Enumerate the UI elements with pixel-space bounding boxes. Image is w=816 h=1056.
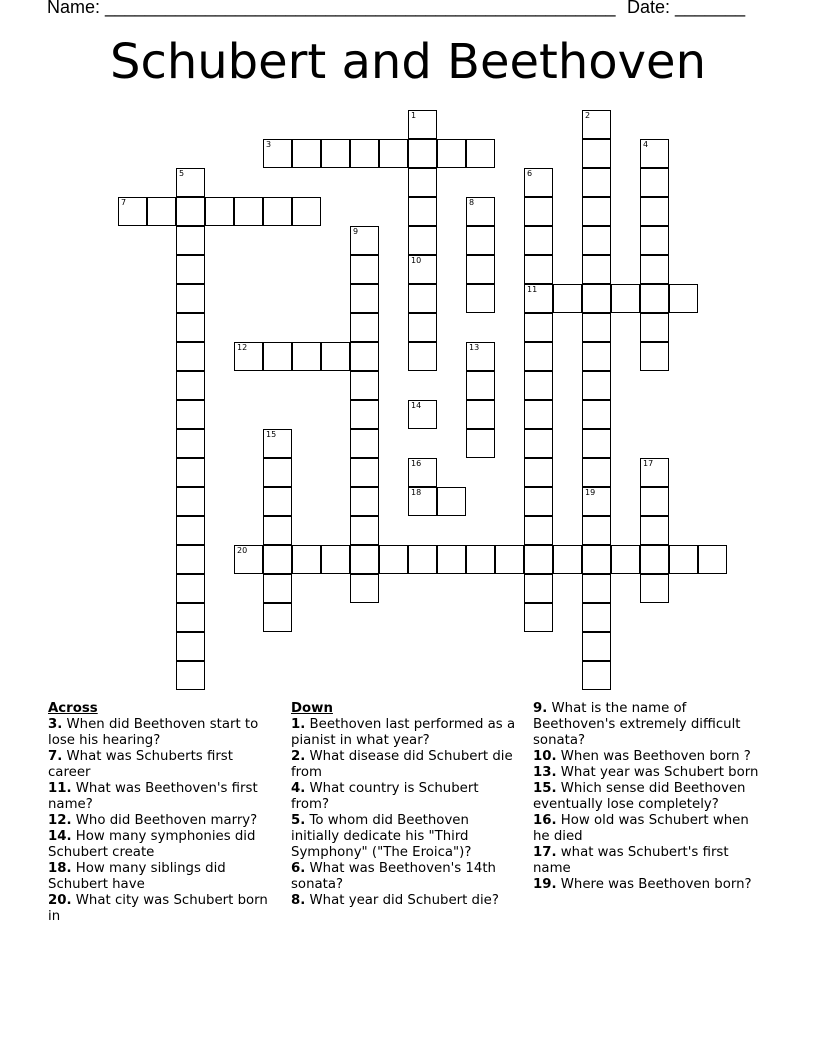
clue-number: 5 — [179, 169, 185, 178]
grid-cell[interactable] — [640, 255, 669, 284]
clue-item-number: 1. — [291, 717, 306, 732]
grid-cell[interactable] — [437, 545, 466, 574]
grid-cell[interactable] — [495, 545, 524, 574]
clue-item-text: What is the name of Beethoven's extremely difficult sonata? — [533, 701, 741, 748]
grid-cell[interactable] — [408, 458, 437, 487]
grid-cell[interactable] — [466, 197, 495, 226]
grid-cell[interactable] — [350, 284, 379, 313]
clue-item — [48, 813, 278, 829]
clue-item-text: Who did Beethoven marry? — [71, 813, 258, 828]
grid-cell[interactable] — [582, 168, 611, 197]
grid-cell[interactable] — [176, 603, 205, 632]
grid-cell[interactable] — [524, 487, 553, 516]
grid-cell[interactable] — [176, 197, 205, 226]
grid-cell[interactable] — [582, 110, 611, 139]
grid-cell[interactable] — [263, 342, 292, 371]
clue-item — [291, 749, 516, 781]
grid-cell[interactable] — [582, 313, 611, 342]
clue-item — [291, 813, 516, 861]
clue-item-text: What was Beethoven's first name? — [48, 781, 258, 812]
grid-cell[interactable] — [292, 139, 321, 168]
grid-cell[interactable] — [582, 139, 611, 168]
grid-cell[interactable] — [582, 603, 611, 632]
clue-item-number: 12. — [48, 813, 72, 828]
clue-item-text: Beethoven last performed as a pianist in what year? — [291, 717, 516, 748]
grid-cell[interactable] — [582, 661, 611, 690]
clue-item-number: 13. — [533, 765, 557, 780]
clue-item-number: 10. — [533, 749, 557, 764]
grid-cell[interactable] — [611, 284, 640, 313]
grid-cell[interactable] — [292, 545, 321, 574]
grid-cell[interactable] — [350, 458, 379, 487]
grid-cell[interactable] — [321, 139, 350, 168]
clue-item — [48, 861, 278, 893]
grid-cell[interactable] — [408, 400, 437, 429]
grid-cell[interactable] — [524, 371, 553, 400]
grid-cell[interactable] — [466, 371, 495, 400]
grid-cell[interactable] — [321, 342, 350, 371]
across-clues — [48, 701, 278, 925]
grid-cell[interactable] — [582, 516, 611, 545]
clue-number: 4 — [643, 140, 649, 149]
grid-cell[interactable] — [176, 226, 205, 255]
clue-item — [291, 717, 516, 749]
clue-number: 8 — [469, 198, 475, 207]
clue-item — [533, 877, 769, 893]
grid-cell[interactable] — [408, 342, 437, 371]
grid-cell[interactable] — [524, 168, 553, 197]
grid-cell[interactable] — [176, 342, 205, 371]
grid-cell[interactable] — [640, 284, 669, 313]
grid-cell[interactable] — [263, 429, 292, 458]
grid-cell[interactable] — [350, 342, 379, 371]
clue-item — [291, 861, 516, 893]
grid-cell[interactable] — [263, 197, 292, 226]
grid-cell[interactable] — [524, 342, 553, 371]
clue-item — [533, 813, 769, 845]
clue-item — [48, 829, 278, 861]
grid-cell[interactable] — [640, 168, 669, 197]
clue-item — [533, 765, 769, 781]
grid-cell[interactable] — [640, 139, 669, 168]
grid-cell[interactable] — [640, 313, 669, 342]
clue-number: 17 — [643, 459, 654, 468]
grid-cell[interactable] — [350, 400, 379, 429]
clue-number: 13 — [469, 343, 480, 352]
clue-item-number: 20. — [48, 893, 72, 908]
grid-cell[interactable] — [582, 574, 611, 603]
grid-cell[interactable] — [350, 516, 379, 545]
grid-cell[interactable] — [408, 197, 437, 226]
clue-item-number: 15. — [533, 781, 557, 796]
clue-item-text: What was Beethoven's 14th sonata? — [291, 861, 496, 892]
grid-cell[interactable] — [524, 255, 553, 284]
grid-cell[interactable] — [350, 139, 379, 168]
clue-item-text: When did Beethoven start to lose his hearing? — [48, 717, 259, 748]
grid-cell[interactable] — [263, 574, 292, 603]
down-heading: Down — [291, 701, 333, 716]
clue-item-number: 19. — [533, 877, 557, 892]
grid-cell[interactable] — [350, 226, 379, 255]
grid-cell[interactable] — [263, 458, 292, 487]
clue-number: 7 — [121, 198, 127, 207]
grid-cell[interactable] — [350, 429, 379, 458]
grid-cell[interactable] — [350, 574, 379, 603]
grid-cell[interactable] — [176, 168, 205, 197]
grid-cell[interactable] — [582, 197, 611, 226]
grid-cell[interactable] — [466, 255, 495, 284]
grid-cell[interactable] — [524, 516, 553, 545]
grid-cell[interactable] — [263, 516, 292, 545]
grid-cell[interactable] — [379, 139, 408, 168]
grid-cell[interactable] — [350, 487, 379, 516]
clue-number: 16 — [411, 459, 422, 468]
grid-cell[interactable] — [466, 545, 495, 574]
grid-cell[interactable] — [553, 284, 582, 313]
grid-cell[interactable] — [437, 487, 466, 516]
grid-cell[interactable] — [582, 400, 611, 429]
clue-item — [533, 749, 769, 765]
clue-number: 11 — [527, 285, 538, 294]
grid-cell[interactable] — [205, 197, 234, 226]
grid-cell[interactable] — [263, 139, 292, 168]
grid-cell[interactable] — [176, 313, 205, 342]
grid-cell[interactable] — [234, 197, 263, 226]
grid-cell[interactable] — [524, 313, 553, 342]
grid-cell[interactable] — [524, 545, 553, 574]
clue-number: 6 — [527, 169, 533, 178]
grid-cell[interactable] — [582, 284, 611, 313]
clue-item-number: 14. — [48, 829, 72, 844]
clue-item-text: What disease did Schubert die from — [291, 749, 513, 780]
grid-cell[interactable] — [176, 516, 205, 545]
grid-cell[interactable] — [408, 284, 437, 313]
grid-cell[interactable] — [582, 632, 611, 661]
grid-cell[interactable] — [176, 545, 205, 574]
grid-cell[interactable] — [553, 545, 582, 574]
grid-cell[interactable] — [176, 574, 205, 603]
grid-cell[interactable] — [292, 197, 321, 226]
clue-item-number: 18. — [48, 861, 72, 876]
clue-number: 14 — [411, 401, 422, 410]
grid-cell[interactable] — [408, 168, 437, 197]
grid-cell[interactable] — [640, 487, 669, 516]
clue-item — [533, 781, 769, 813]
grid-cell[interactable] — [263, 603, 292, 632]
clue-item-number: 7. — [48, 749, 63, 764]
clue-item-text: What country is Schubert from? — [291, 781, 479, 812]
grid-cell[interactable] — [640, 545, 669, 574]
grid-cell[interactable] — [582, 458, 611, 487]
grid-cell[interactable] — [408, 545, 437, 574]
clue-item — [48, 893, 278, 925]
across-heading: Across — [48, 701, 98, 716]
clue-item-number: 16. — [533, 813, 557, 828]
grid-cell[interactable] — [176, 458, 205, 487]
clue-number: 19 — [585, 488, 596, 497]
grid-cell[interactable] — [176, 487, 205, 516]
grid-cell[interactable] — [408, 226, 437, 255]
grid-cell[interactable] — [524, 226, 553, 255]
grid-cell[interactable] — [408, 255, 437, 284]
grid-cell[interactable] — [582, 545, 611, 574]
clue-item — [48, 781, 278, 813]
grid-cell[interactable] — [524, 197, 553, 226]
grid-cell[interactable] — [640, 516, 669, 545]
grid-cell[interactable] — [350, 371, 379, 400]
grid-cell[interactable] — [408, 110, 437, 139]
clue-item-number: 11. — [48, 781, 72, 796]
date-field-label: Date: _______ — [627, 0, 746, 17]
grid-cell[interactable] — [437, 139, 466, 168]
grid-cell[interactable] — [466, 429, 495, 458]
name-field-label: Name: ___________________________________________________ — [47, 0, 616, 17]
grid-cell[interactable] — [234, 545, 263, 574]
clue-item-text: What city was Schubert born in — [48, 893, 268, 924]
grid-cell[interactable] — [524, 574, 553, 603]
grid-cell[interactable] — [524, 429, 553, 458]
grid-cell[interactable] — [582, 487, 611, 516]
grid-cell[interactable] — [640, 342, 669, 371]
grid-cell[interactable] — [234, 342, 263, 371]
clue-item-number: 9. — [533, 701, 548, 716]
clue-item-text: What was Schuberts first career — [48, 749, 233, 780]
clue-number: 12 — [237, 343, 248, 352]
clue-number: 1 — [411, 111, 417, 120]
clue-item-number: 17. — [533, 845, 557, 860]
grid-cell[interactable] — [350, 545, 379, 574]
clue-item-number: 5. — [291, 813, 306, 828]
grid-cell[interactable] — [582, 342, 611, 371]
clue-item-number: 2. — [291, 749, 306, 764]
grid-cell[interactable] — [524, 400, 553, 429]
grid-cell[interactable] — [466, 342, 495, 371]
grid-cell[interactable] — [379, 545, 408, 574]
grid-cell[interactable] — [408, 487, 437, 516]
grid-cell[interactable] — [292, 342, 321, 371]
clue-item-number: 4. — [291, 781, 306, 796]
clue-number: 2 — [585, 111, 591, 120]
grid-cell[interactable] — [524, 603, 553, 632]
clue-item-text: When was Beethoven born ? — [556, 749, 751, 764]
grid-cell[interactable] — [263, 487, 292, 516]
grid-cell[interactable] — [669, 545, 698, 574]
grid-cell[interactable] — [466, 226, 495, 255]
grid-cell[interactable] — [524, 284, 553, 313]
clue-item-text: How old was Schubert when he died — [533, 813, 749, 844]
grid-cell[interactable] — [147, 197, 176, 226]
grid-cell[interactable] — [640, 574, 669, 603]
clue-number: 3 — [266, 140, 272, 149]
grid-cell[interactable] — [698, 545, 727, 574]
clue-item-text: What year did Schubert die? — [305, 893, 499, 908]
grid-cell[interactable] — [582, 255, 611, 284]
clue-number: 18 — [411, 488, 422, 497]
grid-cell[interactable] — [350, 313, 379, 342]
grid-cell[interactable] — [640, 226, 669, 255]
clue-item-text: Where was Beethoven born? — [556, 877, 752, 892]
grid-cell[interactable] — [350, 255, 379, 284]
clue-item — [291, 893, 516, 909]
grid-cell[interactable] — [408, 313, 437, 342]
grid-cell[interactable] — [176, 429, 205, 458]
grid-cell[interactable] — [176, 661, 205, 690]
clue-item — [533, 701, 769, 749]
clue-item-text: Which sense did Beethoven eventually lose completely? — [533, 781, 746, 812]
down-clues-continued — [533, 701, 769, 893]
grid-cell[interactable] — [524, 458, 553, 487]
grid-cell[interactable] — [582, 371, 611, 400]
grid-cell[interactable] — [176, 371, 205, 400]
clue-number: 20 — [237, 546, 248, 555]
grid-cell[interactable] — [582, 429, 611, 458]
grid-cell[interactable] — [466, 284, 495, 313]
grid-cell[interactable] — [669, 284, 698, 313]
clue-item — [48, 749, 278, 781]
clue-number: 10 — [411, 256, 422, 265]
grid-cell[interactable] — [640, 197, 669, 226]
grid-cell[interactable] — [263, 545, 292, 574]
puzzle-title: Schubert and Beethoven — [109, 34, 707, 90]
clue-item-text: What year was Schubert born — [556, 765, 759, 780]
clue-item-number: 6. — [291, 861, 306, 876]
clue-item-number: 8. — [291, 893, 306, 908]
grid-cell[interactable] — [118, 197, 147, 226]
grid-cell[interactable] — [408, 139, 437, 168]
grid-cell[interactable] — [582, 226, 611, 255]
grid-cell[interactable] — [611, 545, 640, 574]
clue-item-text: How many siblings did Schubert have — [48, 861, 226, 892]
grid-cell[interactable] — [176, 632, 205, 661]
grid-cell[interactable] — [640, 458, 669, 487]
clue-number: 9 — [353, 227, 359, 236]
clue-item — [533, 845, 769, 877]
grid-cell[interactable] — [176, 255, 205, 284]
down-clues — [291, 701, 516, 909]
grid-cell[interactable] — [466, 139, 495, 168]
clue-item — [291, 781, 516, 813]
clue-item-text: To whom did Beethoven initially dedicate his "Third Symphony" ("The Eroica")? — [291, 813, 472, 860]
clue-item-text: How many symphonies did Schubert create — [48, 829, 256, 860]
clue-item — [48, 717, 278, 749]
grid-cell[interactable] — [321, 545, 350, 574]
grid-cell[interactable] — [466, 400, 495, 429]
clue-item-text: what was Schubert's first name — [533, 845, 729, 876]
grid-cell[interactable] — [176, 400, 205, 429]
clue-number: 15 — [266, 430, 277, 439]
grid-cell[interactable] — [176, 284, 205, 313]
clue-item-number: 3. — [48, 717, 63, 732]
